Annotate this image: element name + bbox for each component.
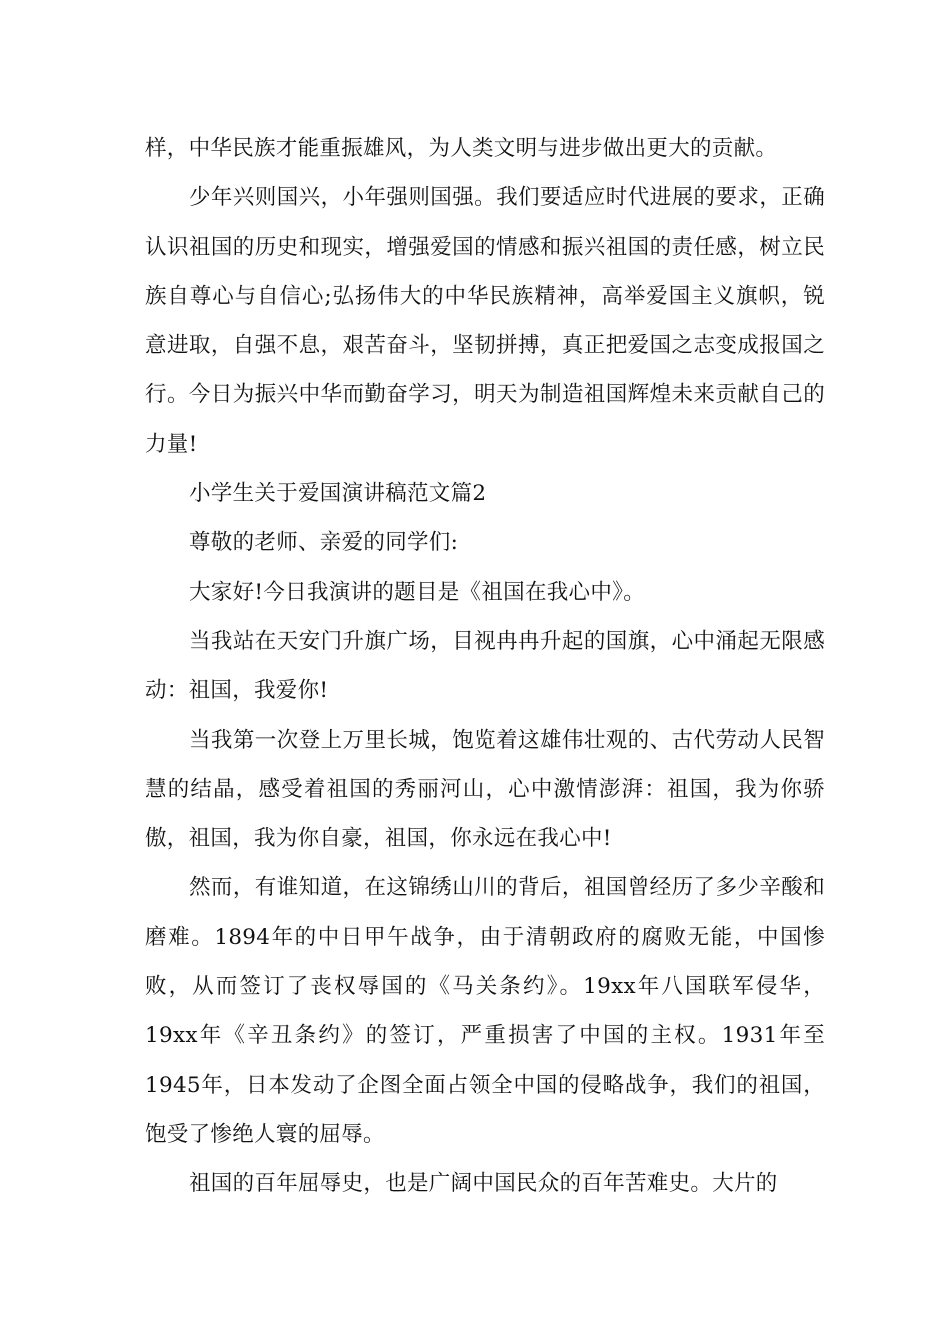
paragraph-greeting: 大家好!今日我演讲的题目是《祖国在我心中》。 <box>189 579 645 605</box>
paragraph-humiliation: 祖国的百年屈辱史，也是广阔中国民众的百年苦难史。大片的 <box>189 1171 778 1197</box>
document-body <box>145 124 825 1209</box>
paragraph-great-wall: 当我第一次登上万里长城，饱览着这雄伟壮观的、古代劳动人民智慧的结晶，感受着祖国的秀丽河山，心中激情澎湃：祖国，我为你骄傲，祖国，我为你自豪，祖国，你永远在我心中! <box>145 727 825 852</box>
paragraph-history: 然而，有谁知道，在这锦绣山川的背后，祖国曾经历了多少辛酸和磨难。1894年的中日甲午战争，由于清朝政府的腐败无能，中国惨败，从而签订了丧权辱国的《马关条约》。19xx年八国联军侵华，19xx年《辛丑条约》的签订，严重损害了中国的主权。1931年至1945年，日本发动了企图全面占领全中国的侵略战争，我们的祖国，饱受了惨绝人寰的屈辱。 <box>145 875 825 1147</box>
section-heading: 小学生关于爱国演讲稿范文篇2 <box>189 481 487 507</box>
salutation: 尊敬的老师、亲爱的同学们: <box>189 530 459 556</box>
paragraph-tiananmen: 当我站在天安门升旗广场，目视冉冉升起的国旗，心中涌起无限感动：祖国，我爱你! <box>145 628 825 704</box>
paragraph-2: 少年兴则国兴，小年强则国强。我们要适应时代进展的要求，正确认识祖国的历史和现实，增强爱国的情感和振兴祖国的责任感，树立民族自尊心与自信心;弘扬伟大的中华民族精神，高举爱国主义旗帜，锐意进取，自强不息，艰苦奋斗，坚韧拼搏，真正把爱国之志变成报国之行。今日为振兴中华而勤奋学习，明天为制造祖国辉煌未来贡献自己的力量! <box>145 185 825 457</box>
paragraph-1: 样，中华民族才能重振雄风，为人类文明与进步做出更大的贡献。 <box>145 136 778 161</box>
